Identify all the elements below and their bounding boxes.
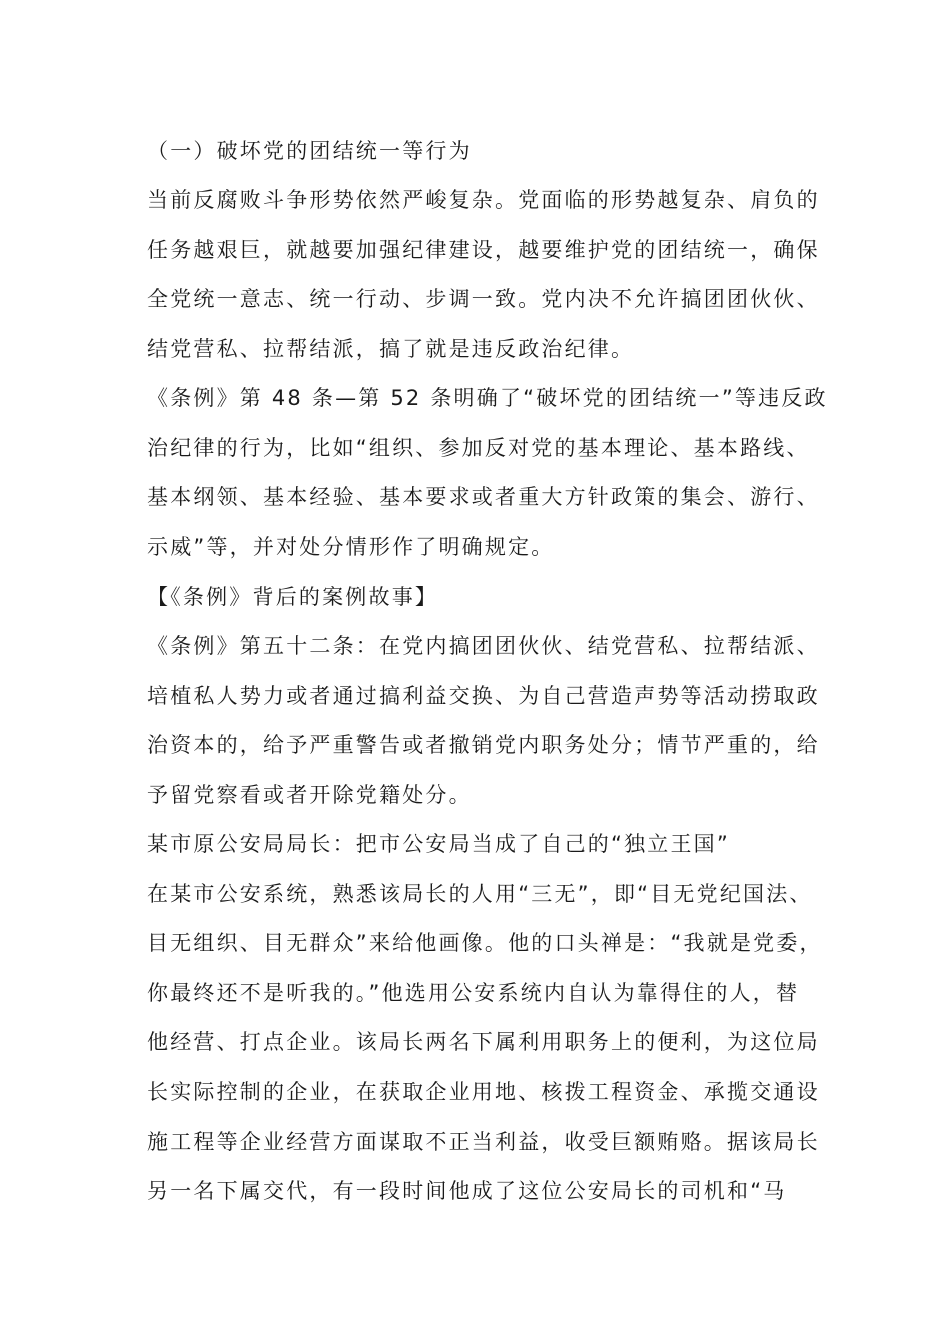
paragraph-line: 基本纲领、基本经验、基本要求或者重大方针政策的集会、游行、 [147,485,820,509]
paragraph-line: 培植私人势力或者通过搞利益交换、为自己营造声势等活动捞取政 [147,684,820,708]
paragraph-line: 示威”等，并对处分情形作了明确规定。 [147,535,555,559]
case-title: 某市原公安局局长：把市公安局当成了自己的“独立王国” [147,832,730,856]
paragraph-line: 全党统一意志、统一行动、步调一致。党内决不允许搞团团伙伙、 [147,287,820,311]
paragraph-line: 《条例》第五十二条：在党内搞团团伙伙、结党营私、拉帮结派、 [147,634,820,658]
paragraph-line: 另一名下属交代，有一段时间他成了这位公安局长的司机和“马 [147,1179,787,1203]
subsection-heading: 【《条例》背后的案例故事】 [147,585,439,609]
paragraph-line: 施工程等企业经营方面谋取不正当利益，收受巨额贿赂。据该局长 [147,1130,820,1154]
paragraph-line: 结党营私、拉帮结派，搞了就是违反政治纪律。 [147,337,635,361]
paragraph-line: 他经营、打点企业。该局长两名下属利用职务上的便利，为这位局 [147,1030,820,1054]
paragraph-line: 《条例》第 48 条—第 52 条明确了“破坏党的团结统一”等违反政 [147,386,828,410]
paragraph-line: 当前反腐败斗争形势依然严峻复杂。党面临的形势越复杂、肩负的 [147,188,820,212]
paragraph-line: 治纪律的行为，比如“组织、参加反对党的基本理论、基本路线、 [147,436,810,460]
paragraph-line: 任务越艰巨，就越要加强纪律建设，越要维护党的团结统一，确保 [147,238,820,262]
paragraph-line: 目无组织、目无群众”来给他画像。他的口头禅是：“我就是党委， [147,931,823,955]
paragraph-line: 治资本的，给予严重警告或者撤销党内职务处分；情节严重的，给 [147,733,820,757]
paragraph-line: 予留党察看或者开除党籍处分。 [147,783,472,807]
paragraph-line: 你最终还不是听我的。”他选用公安系统内自认为靠得住的人，替 [147,981,800,1005]
paragraph-line: 长实际控制的企业，在获取企业用地、核拨工程资金、承揽交通设 [147,1080,820,1104]
section-heading: （一）破坏党的团结统一等行为 [147,139,472,163]
paragraph-line: 在某市公安系统，熟悉该局长的人用“三无”，即“目无党纪国法、 [147,882,813,906]
